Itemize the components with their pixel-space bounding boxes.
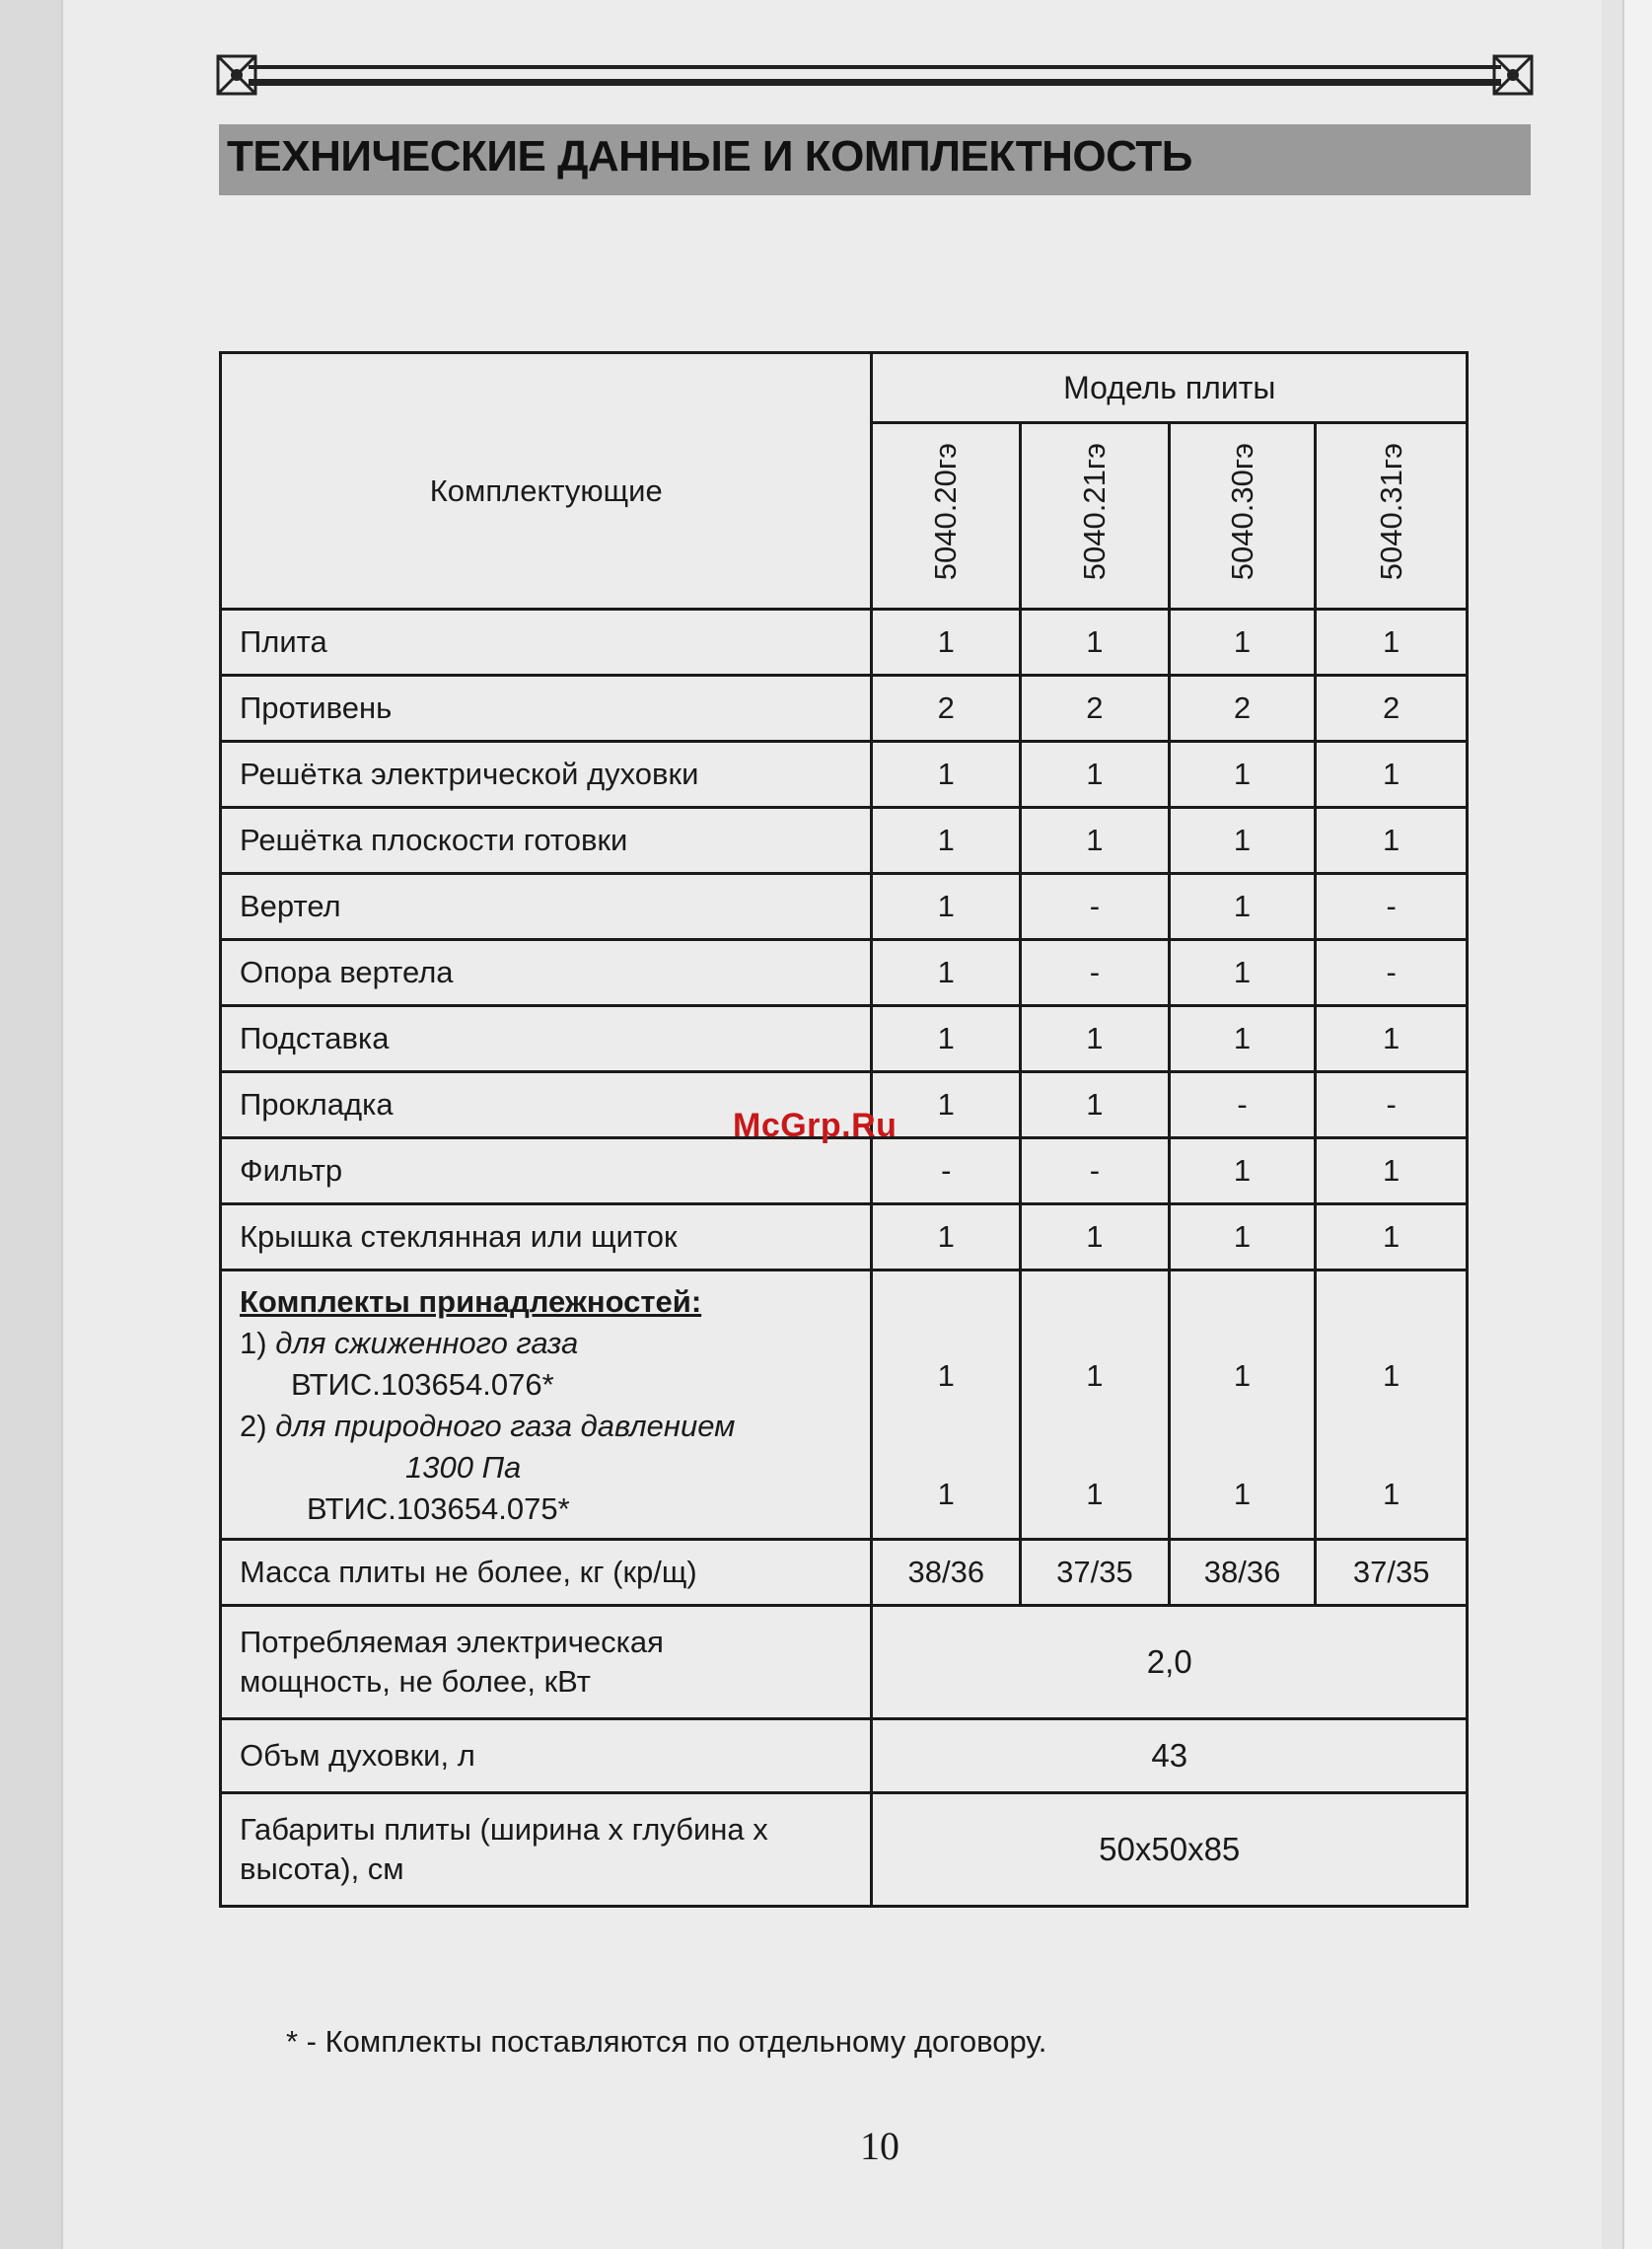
kit-item-1-code-line (240, 1364, 854, 1406)
kits-title: Комплекты принадлежностей: (240, 1284, 702, 1319)
kit-values (1316, 1270, 1468, 1540)
kit-item-2-pressure-line (240, 1447, 854, 1488)
row-value: 1 (1021, 808, 1170, 874)
row-name: Опора вертела (221, 940, 872, 1006)
kit-item-1-number: 1) (240, 1326, 267, 1360)
row-value: 1 (1316, 742, 1468, 808)
kit-item-2-code-line (240, 1488, 854, 1530)
header-rule-line-thick (249, 79, 1501, 86)
row-value: 1 (1169, 940, 1316, 1006)
table-row (221, 1138, 1468, 1204)
row-name: Крышка стеклянная или щиток (221, 1204, 872, 1270)
row-value: 1 (872, 610, 1021, 676)
kit-1-value: 1 (937, 1358, 955, 1393)
model-header (872, 423, 1021, 610)
kit-2-value: 1 (937, 1477, 955, 1511)
dimensions-label (221, 1793, 872, 1907)
corner-ornament-icon (1491, 53, 1535, 97)
row-value: 2 (1169, 676, 1316, 742)
row-name: Противень (221, 676, 872, 742)
row-value: 1 (1316, 1204, 1468, 1270)
row-value: - (1021, 874, 1170, 940)
kits-cell (221, 1270, 872, 1540)
row-name: Подставка (221, 1006, 872, 1072)
mass-label: Масса плиты не более, кг (кр/щ) (221, 1540, 872, 1606)
volume-value: 43 (872, 1719, 1468, 1793)
header-components: Комплектующие (221, 353, 872, 610)
kit-item-2 (240, 1406, 854, 1447)
row-value: 1 (872, 1204, 1021, 1270)
power-label (221, 1606, 872, 1719)
row-value: 2 (1316, 676, 1468, 742)
kit-2-value: 1 (1383, 1477, 1401, 1511)
row-value: 1 (1169, 742, 1316, 808)
row-value: 1 (1021, 610, 1170, 676)
kit-item-2-code: ВТИС.103654.075* (307, 1491, 570, 1526)
table-row (221, 742, 1468, 808)
row-value: 1 (1316, 808, 1468, 874)
row-value: 1 (1316, 610, 1468, 676)
row-value: - (1316, 1072, 1468, 1138)
table-row (221, 874, 1468, 940)
row-value: - (1169, 1072, 1316, 1138)
row-value: 1 (1169, 610, 1316, 676)
kit-item-1-code: ВТИС.103654.076* (291, 1367, 554, 1402)
mass-row (221, 1540, 1468, 1606)
row-value: 1 (1169, 874, 1316, 940)
power-label-line1: Потребляемая электрическая (240, 1625, 664, 1659)
kit-1-value: 1 (1383, 1358, 1401, 1393)
dimensions-row (221, 1793, 1468, 1907)
power-row (221, 1606, 1468, 1719)
table-row (221, 676, 1468, 742)
page-right-edge (1622, 0, 1652, 2249)
model-header (1316, 423, 1468, 610)
header-rule-line-thin (249, 65, 1501, 69)
page-number: 10 (860, 2124, 899, 2168)
mass-value: 38/36 (1169, 1540, 1316, 1606)
kit-item-1-label: для сжиженного газа (275, 1326, 579, 1360)
row-value: 2 (872, 676, 1021, 742)
table-row (221, 610, 1468, 676)
row-value: 1 (872, 940, 1021, 1006)
table-row (221, 808, 1468, 874)
power-value: 2,0 (872, 1606, 1468, 1719)
row-value: 1 (872, 1006, 1021, 1072)
row-value: 1 (1169, 1204, 1316, 1270)
mass-value: 38/36 (872, 1540, 1021, 1606)
row-value: 1 (872, 808, 1021, 874)
kit-item-1 (240, 1323, 854, 1364)
page-title: ТЕХНИЧЕСКИЕ ДАННЫЕ И КОМПЛЕКТНОСТЬ (227, 132, 1192, 181)
kit-item-2-label: для природного газа давлением (275, 1409, 736, 1443)
row-value: 1 (872, 742, 1021, 808)
watermark: McGrp.Ru (733, 1107, 898, 1144)
table-row (221, 1204, 1468, 1270)
row-name: Вертел (221, 874, 872, 940)
model-label: 5040.31гэ (1373, 443, 1408, 581)
row-value: - (1021, 940, 1170, 1006)
dimensions-label-line2: высота), см (240, 1851, 404, 1886)
row-value: 1 (1316, 1006, 1468, 1072)
row-name: Плита (221, 610, 872, 676)
row-name: Прокладка (221, 1072, 872, 1138)
volume-row (221, 1719, 1468, 1793)
kit-1-value: 1 (1086, 1358, 1104, 1393)
row-name: Решётка плоскости готовки (221, 808, 872, 874)
kit-1-value: 1 (1233, 1358, 1252, 1393)
model-label: 5040.30гэ (1224, 443, 1259, 581)
row-value: 1 (1169, 808, 1316, 874)
kit-values (1169, 1270, 1316, 1540)
kit-item-2-number: 2) (240, 1409, 267, 1443)
model-label: 5040.21гэ (1076, 443, 1112, 581)
row-value: 1 (1169, 1138, 1316, 1204)
model-header (1021, 423, 1170, 610)
page-edge (0, 0, 64, 2249)
model-header (1169, 423, 1316, 610)
header-rule (219, 59, 1531, 93)
kits-row (221, 1270, 1468, 1540)
mass-value: 37/35 (1021, 1540, 1170, 1606)
title-band (219, 124, 1531, 195)
footnote: * - Комплекты поставляются по отдельному договору. (286, 2024, 1047, 2059)
kit-values (1021, 1270, 1170, 1540)
row-value: 1 (872, 874, 1021, 940)
dimensions-value: 50х50х85 (872, 1793, 1468, 1907)
row-value: 1 (1021, 1072, 1170, 1138)
table-row (221, 940, 1468, 1006)
header-model-group: Модель плиты (872, 353, 1468, 423)
dimensions-label-line1: Габариты плиты (ширина х глубина х (240, 1812, 768, 1847)
row-value: 1 (872, 1072, 1021, 1138)
row-value: 1 (1169, 1006, 1316, 1072)
row-value: 2 (1021, 676, 1170, 742)
kit-2-value: 1 (1086, 1477, 1104, 1511)
row-value: 1 (1021, 1006, 1170, 1072)
kit-item-2-pressure: 1300 Па (405, 1450, 522, 1485)
power-label-line2: мощность, не более, кВт (240, 1664, 591, 1699)
kit-values (872, 1270, 1021, 1540)
table-row (221, 1006, 1468, 1072)
row-value: - (1021, 1138, 1170, 1204)
row-value: 1 (1316, 1138, 1468, 1204)
corner-ornament-icon (215, 53, 258, 97)
volume-label: Объм духовки, л (221, 1719, 872, 1793)
row-name: Решётка электрической духовки (221, 742, 872, 808)
row-value: 1 (1021, 1204, 1170, 1270)
row-value: - (1316, 940, 1468, 1006)
table-header-row (221, 353, 1468, 423)
row-value: - (1316, 874, 1468, 940)
row-name: Фильтр (221, 1138, 872, 1204)
row-value: 1 (1021, 742, 1170, 808)
kit-2-value: 1 (1233, 1477, 1252, 1511)
row-value: - (872, 1138, 1021, 1204)
mass-value: 37/35 (1316, 1540, 1468, 1606)
model-label: 5040.20гэ (928, 443, 964, 581)
